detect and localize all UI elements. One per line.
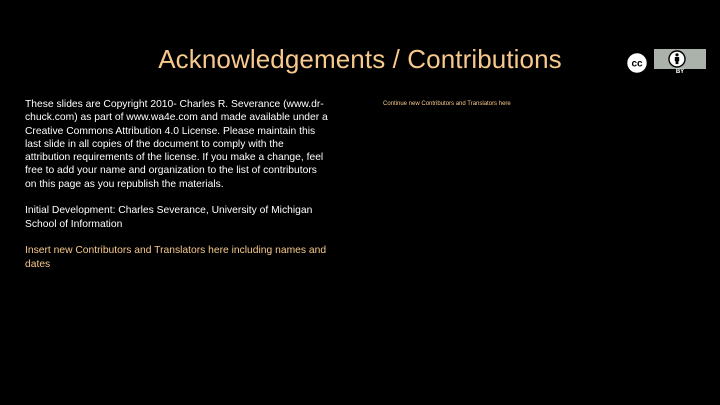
copyright-notice: These slides are Copyright 2010- Charles R. Severance (www.dr-chuck.com) as part of www.wa4e.com and made available under a Creative Commons Attribution 4.0 License. Please maintain this last slide in all copies of the document to comply with the attribution requirements of the license. If you make a change, feel free to add your name and organization to the list of contributors on this page as you republish the materials. [25,99,328,190]
creative-commons-by-icon [620,48,707,77]
by-label: BY [675,69,685,75]
attribution-person-icon [668,50,686,68]
continue-contributors-note: Continue new Contributors and Translators here [383,101,511,107]
slide-title: Acknowledgements / Contributions [158,44,562,74]
cc-circle-icon [624,51,650,75]
cc-label: cc [631,58,643,70]
initial-development-credit: Initial Development: Charles Severance, University of Michigan School of Information [25,205,313,230]
insert-contributors-note: Insert new Contributors and Translators here including names and dates [25,245,327,270]
right-column [383,100,683,108]
left-column [25,98,331,284]
